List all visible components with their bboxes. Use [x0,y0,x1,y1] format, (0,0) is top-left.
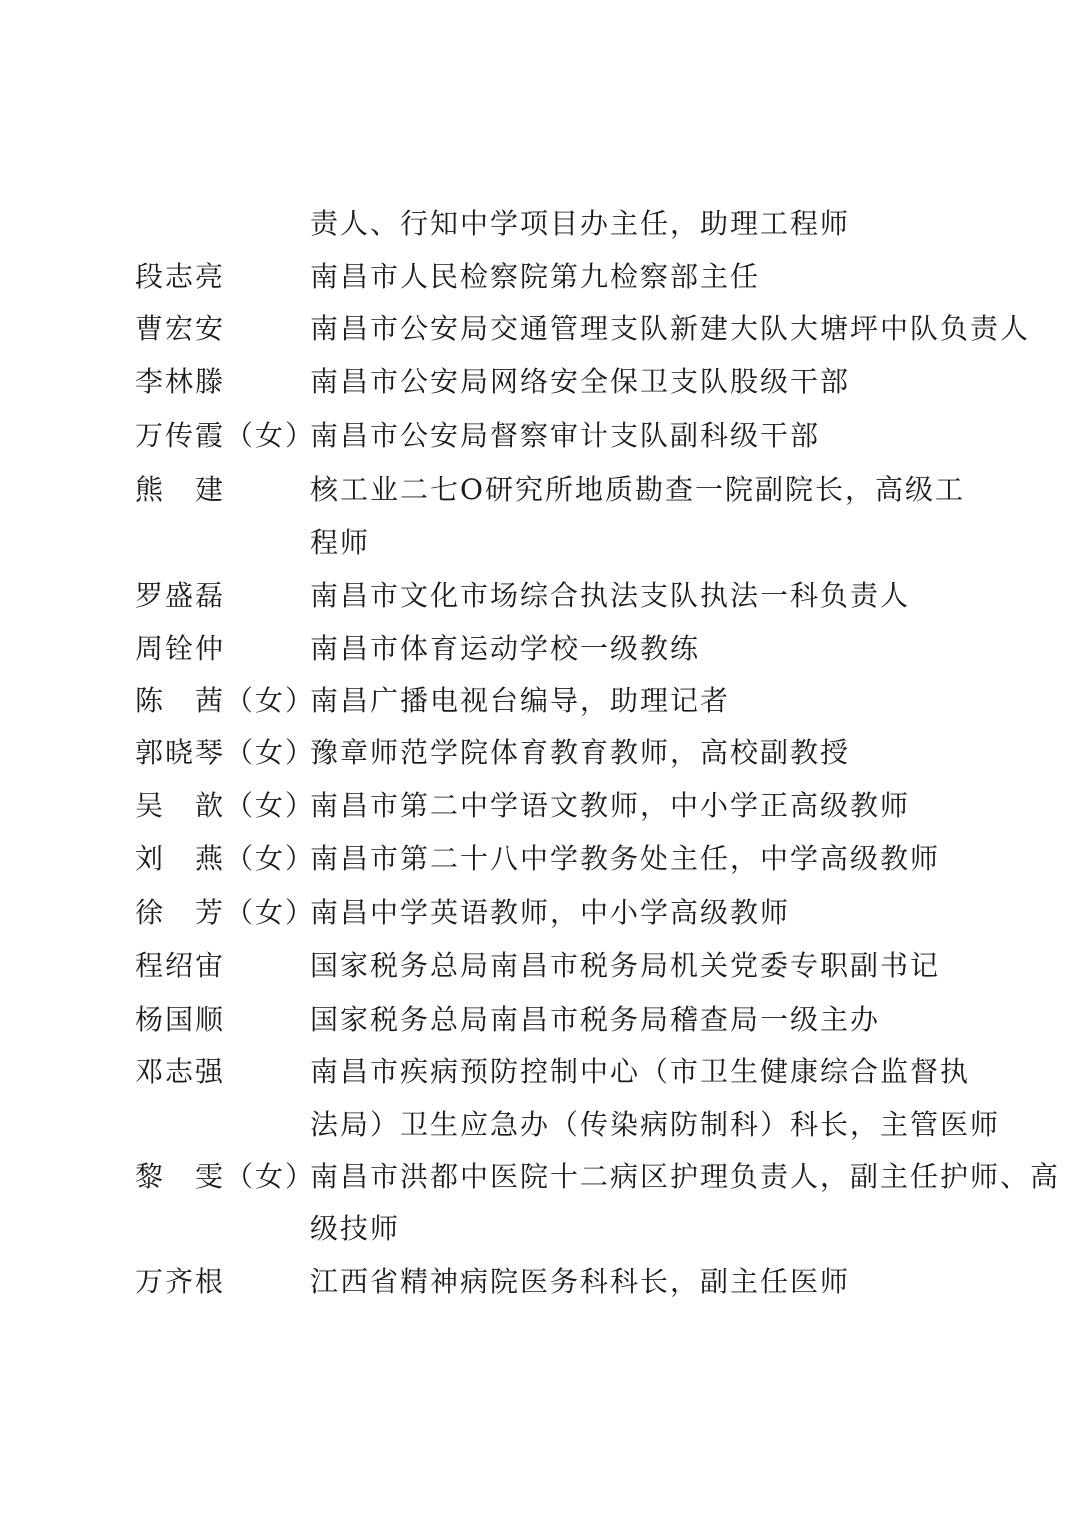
entry-role-line: 南昌市体育运动学校一级教练 [310,632,701,665]
entry-name: 曹宏安 [135,312,226,345]
entry-role-line: 国家税务总局南昌市税务局稽查局一级主办 [310,1003,881,1036]
entry-role-line: 国家税务总局南昌市税务局机关党委专职副书记 [310,949,941,982]
entry-role-line: 南昌市第二中学语文教师，中小学正高级教师 [310,789,911,822]
entry-role-line: 江西省精神病院医务科科长，副主任医师 [310,1265,851,1298]
entry-name: 程绍宙 [135,949,226,982]
entry-role-line: 级技师 [310,1212,401,1245]
entry-name: 周铨仲 [135,632,226,665]
entry-role-line: 南昌市公安局交通管理支队新建大队大塘坪中队负责人 [310,312,1031,345]
entry-name: 徐 芳（女） [135,896,316,929]
entry-name: 罗盛磊 [135,579,226,612]
entry-name: 邓志强 [135,1055,226,1088]
entry-role-line: 南昌市公安局网络安全保卫支队股级干部 [310,365,851,398]
entry-name: 陈 茜（女） [135,684,316,717]
entry-name: 杨国顺 [135,1003,226,1036]
entry-name: 万传霞（女） [135,419,316,452]
entry-name: 熊 建 [135,473,226,506]
entry-role-line: 南昌市文化市场综合执法支队执法一科负责人 [310,579,911,612]
entry-role-line: 责人、行知中学项目办主任，助理工程师 [310,207,851,240]
entry-role-line: 南昌市公安局督察审计支队副科级干部 [310,419,821,452]
entry-role-line: 南昌市疾病预防控制中心（市卫生健康综合监督执 [310,1055,971,1088]
entry-role-line: 豫章师范学院体育教育教师，高校副教授 [310,736,851,769]
entry-role-line: 程师 [310,526,371,559]
entry-role-line: 南昌市洪都中医院十二病区护理负责人，副主任护师、高 [310,1160,1061,1193]
entry-role-line: 南昌市人民检察院第九检察部主任 [310,260,761,293]
entry-name: 万齐根 [135,1265,226,1298]
entry-role-line: 南昌中学英语教师，中小学高级教师 [310,896,791,929]
entry-name: 黎 雯（女） [135,1160,316,1193]
entry-role-line: 法局）卫生应急办（传染病防制科）科长，主管医师 [310,1108,1001,1141]
entry-name: 郭晓琴（女） [135,736,316,769]
entry-name: 刘 燕（女） [135,842,316,875]
entry-name: 段志亮 [135,260,226,293]
entry-name: 吴 歆（女） [135,789,316,822]
entry-role-line: 核工业二七O研究所地质勘查一院副院长，高级工 [310,473,965,506]
entry-role-line: 南昌广播电视台编导，助理记者 [310,684,731,717]
entry-role-line: 南昌市第二十八中学教务处主任，中学高级教师 [310,842,941,875]
entry-name: 李林滕 [135,365,226,398]
